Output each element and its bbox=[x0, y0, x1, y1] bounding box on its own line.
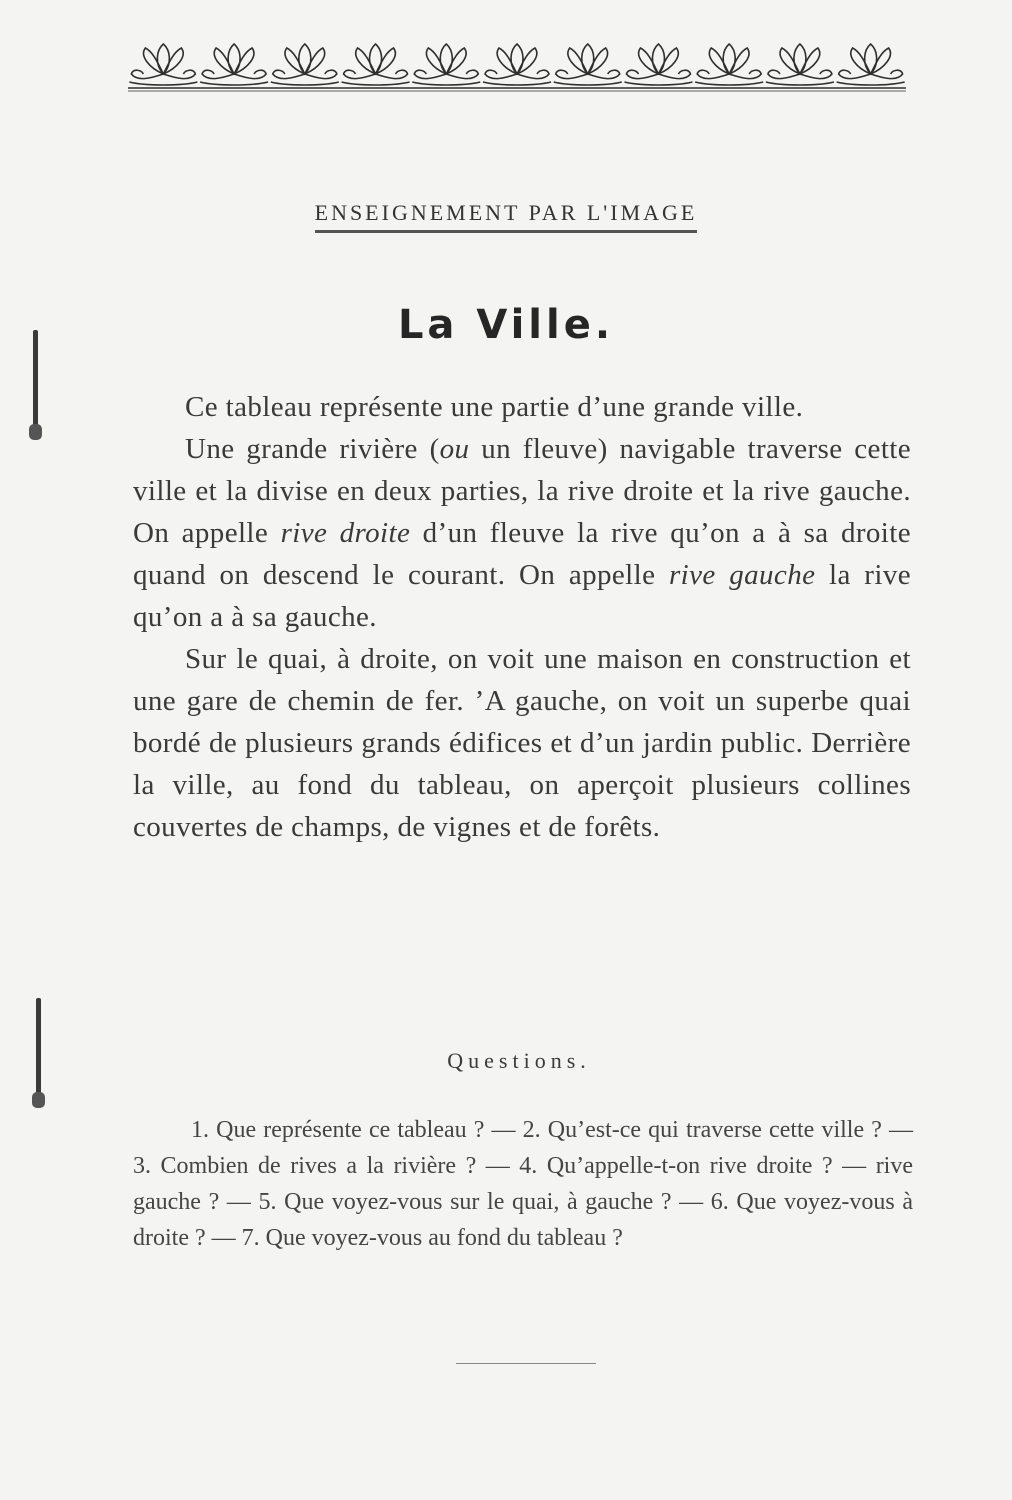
ornament-flower bbox=[837, 44, 905, 85]
paragraph-text: Une grande rivière ( bbox=[185, 433, 440, 465]
bottom-divider bbox=[456, 1363, 596, 1364]
paragraph-text: la rive qu’on a à sa gauche. bbox=[133, 559, 911, 633]
paragraph-text: Sur le quai, à droite, on voit une maison en construction et une gare de chemin de fer. ’A gauche, on voit un superbe quai bordé de plusieurs grands édifices et d’un jardin public. Derrière la ville, au fond du tableau, on aperçoit plusieurs collines couvertes de champs, de vignes et de forêts. bbox=[133, 643, 911, 843]
page-title: La Ville. bbox=[397, 302, 615, 348]
floral-ornament-icon bbox=[128, 38, 906, 94]
questions-heading: Questions. bbox=[447, 1048, 591, 1073]
decorative-ornament-band bbox=[128, 38, 906, 94]
ornament-flower bbox=[271, 44, 339, 85]
italic-term: rive gauche bbox=[668, 559, 816, 591]
paragraph bbox=[133, 638, 911, 848]
ornament-flower bbox=[342, 44, 410, 85]
body-text bbox=[133, 386, 911, 848]
italic-term: ou bbox=[439, 433, 470, 465]
page-header bbox=[0, 200, 1012, 233]
paragraph-text: un fleuve) navigable traverse cette ville et la divise en deux parties, la rive droite et la rive gauche. On appelle bbox=[133, 433, 912, 549]
ornament-flower bbox=[483, 44, 551, 85]
paragraph-text: Ce tableau représente une partie d’une grande ville. bbox=[185, 391, 804, 423]
italic-term: rive droite bbox=[280, 517, 411, 549]
questions-text: 1. Que représente ce tableau ? — 2. Qu’est-ce qui traverse cette ville ? — 3. Combien de rives a la rivière ? — 4. Qu’appelle-t-on rive droite ? — rive gauche ? — 5. Que voyez-vous sur le quai, à gauche ? — 6. Que voyez-vous à droite ? — 7. Que voyez-vous au fond du tableau ? bbox=[133, 1117, 913, 1251]
header-title: ENSEIGNEMENT PAR L'IMAGE bbox=[315, 200, 698, 233]
paragraph-text: d’un fleuve la rive qu’on a à sa droite quand on descend le courant. On appelle bbox=[133, 517, 911, 591]
ornament-flower bbox=[554, 44, 622, 85]
paragraph bbox=[133, 428, 911, 638]
ornament-flower bbox=[695, 44, 763, 85]
ornament-flower bbox=[624, 44, 692, 85]
ornament-flower bbox=[412, 44, 480, 85]
ornament-flower bbox=[129, 44, 197, 85]
ornament-flower bbox=[200, 44, 268, 85]
paragraph bbox=[133, 386, 911, 428]
ornament-flower bbox=[766, 44, 834, 85]
